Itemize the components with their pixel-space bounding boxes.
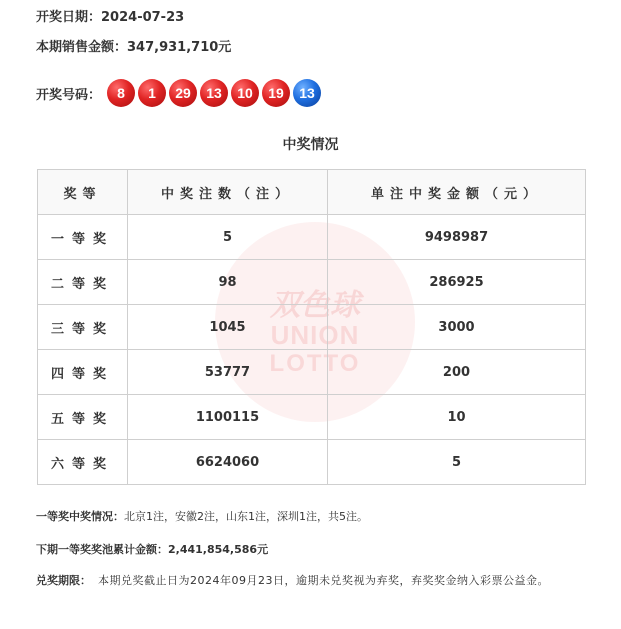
column-header-grade: 奖等	[38, 170, 128, 215]
draw-date-line	[36, 6, 184, 25]
table-row	[38, 350, 586, 395]
sales-amount-label: 本期销售金额：	[36, 40, 128, 55]
claim-deadline-label: 兑奖期限：	[36, 574, 91, 587]
jackpot-pool-label: 下期一等奖奖池累计金额：	[36, 543, 168, 556]
jackpot-pool-value: 2,441,854,586元	[168, 543, 269, 556]
prize-amount: 286925	[328, 260, 586, 305]
table-row	[38, 305, 586, 350]
table-row	[38, 395, 586, 440]
prize-table	[37, 169, 586, 485]
prize-grade: 一等奖	[38, 215, 128, 260]
jackpot-pool-line	[36, 541, 268, 557]
prize-grade: 三等奖	[38, 305, 128, 350]
winning-numbers-line	[36, 79, 324, 107]
prize-grade: 四等奖	[38, 350, 128, 395]
column-header-count: 中奖注数（注）	[128, 170, 328, 215]
prize-table-header-row	[38, 170, 586, 215]
prize-grade: 六等奖	[38, 440, 128, 485]
winner-count: 5	[128, 215, 328, 260]
first-prize-distribution-label: 一等奖中奖情况：	[36, 510, 124, 523]
watermark-logo-text: LOTTO	[269, 350, 361, 377]
prize-amount: 9498987	[328, 215, 586, 260]
draw-date-value: 2024-07-23	[101, 10, 185, 25]
first-prize-distribution	[36, 508, 368, 524]
red-ball: 19	[262, 79, 290, 107]
red-ball: 13	[200, 79, 228, 107]
red-ball: 10	[231, 79, 259, 107]
prize-section-title: 中奖情况	[282, 137, 339, 153]
prize-grade: 二等奖	[38, 260, 128, 305]
winner-count: 6624060	[128, 440, 328, 485]
winner-count: 1100115	[128, 395, 328, 440]
column-header-amount: 单注中奖金额（元）	[328, 170, 586, 215]
winning-numbers-label: 开奖号码：	[36, 87, 102, 103]
table-row	[38, 215, 586, 260]
winner-count: 1045	[128, 305, 328, 350]
table-row	[38, 260, 586, 305]
red-ball: 8	[107, 79, 135, 107]
prize-amount: 5	[328, 440, 586, 485]
prize-grade: 五等奖	[38, 395, 128, 440]
blue-ball: 13	[293, 79, 321, 107]
watermark-logo-text: 双色球	[270, 288, 360, 323]
prize-amount: 3000	[328, 305, 586, 350]
red-ball: 29	[169, 79, 197, 107]
claim-deadline-note	[36, 572, 586, 589]
prize-amount: 10	[328, 395, 586, 440]
winner-count: 53777	[128, 350, 328, 395]
sales-amount-value: 347,931,710元	[127, 40, 232, 55]
winner-count: 98	[128, 260, 328, 305]
claim-deadline-text: 本期兑奖截止日为2024年09月23日，逾期未兑奖视为弃奖，弃奖奖金纳入彩票公益金。	[98, 574, 549, 587]
prize-amount: 200	[328, 350, 586, 395]
draw-date-label: 开奖日期：	[36, 10, 102, 25]
first-prize-distribution-text: 北京1注，安徽2注，山东1注，深圳1注，共5注。	[124, 510, 368, 523]
sales-amount-line	[36, 36, 231, 55]
table-row	[38, 440, 586, 485]
watermark-logo-text: UNION	[270, 320, 360, 350]
red-ball: 1	[138, 79, 166, 107]
